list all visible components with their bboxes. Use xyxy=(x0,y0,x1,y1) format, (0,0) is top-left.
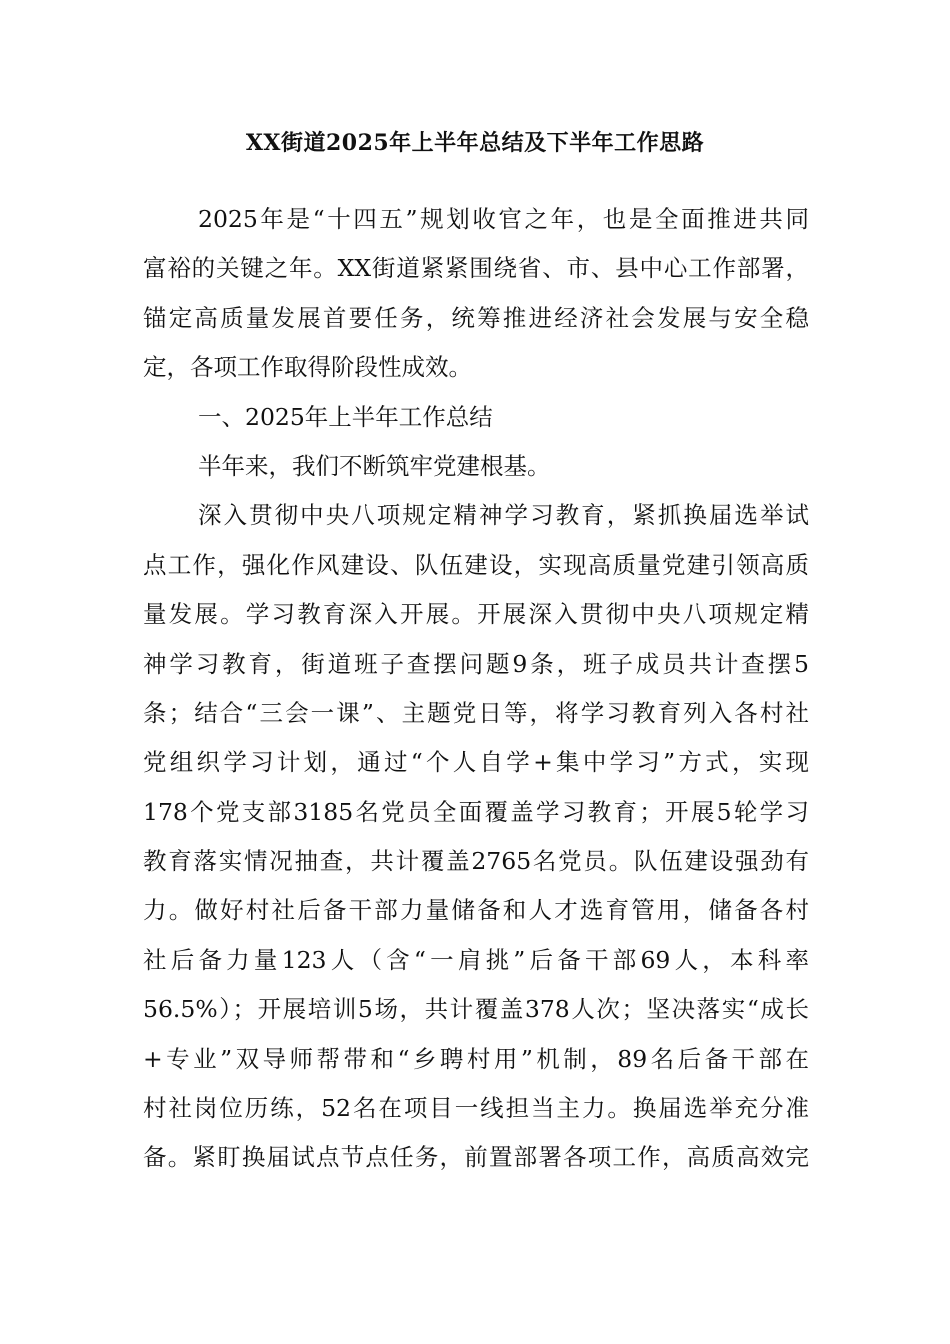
text-line: 56.5%）；开展培训5场，共计覆盖378人次；坚决落实“成长 xyxy=(143,995,809,1024)
text-line: 定，各项工作取得阶段性成效。 xyxy=(143,353,472,382)
section-heading xyxy=(143,393,809,442)
document-body xyxy=(143,195,809,1183)
text-line: 社后备力量123人（含“一肩挑”后备干部69人，本科率 xyxy=(143,945,809,974)
text-line: 2025年是“十四五”规划收官之年，也是全面推进共同 xyxy=(198,205,809,233)
text-line: 富裕的关键之年。XX街道紧紧围绕省、市、县中心工作部署， xyxy=(143,254,809,283)
paragraph-section-body xyxy=(143,491,809,1182)
text-line: 深入贯彻中央八项规定精神学习教育，紧抓换届选举试 xyxy=(198,501,809,530)
text-line: 村社岗位历练，52名在项目一线担当主力。换届选举充分准 xyxy=(143,1094,809,1123)
text-line: 教育落实情况抽查，共计覆盖2765名党员。队伍建设强劲有 xyxy=(143,847,809,876)
paragraph-section-lead xyxy=(143,442,809,491)
text-line: 178个党支部3185名党员全面覆盖学习教育；开展5轮学习 xyxy=(143,797,809,826)
text-line: 量发展。学习教育深入开展。开展深入贯彻中央八项规定精 xyxy=(143,600,809,629)
text-line: 神学习教育，街道班子查摆问题9条，班子成员共计查摆5 xyxy=(143,649,809,678)
text-line: 条；结合“三会一课”、主题党日等，将学习教育列入各村社 xyxy=(143,698,809,727)
document-title: XX街道2025年上半年总结及下半年工作思路 xyxy=(245,130,705,156)
text-line: +专业”双导师帮带和“乡聘村用”机制，89名后备干部在 xyxy=(143,1044,809,1073)
text-line: 点工作，强化作风建设、队伍建设，实现高质量党建引领高质 xyxy=(143,550,809,579)
text-line: 党组织学习计划，通过“个人自学+集中学习”方式，实现 xyxy=(143,748,809,777)
text-line: 力。做好村社后备干部力量储备和人才选育管用，储备各村 xyxy=(143,896,809,925)
text-line: 锚定高质量发展首要任务，统筹推进经济社会发展与安全稳 xyxy=(143,303,809,332)
text-line: 备。紧盯换届试点节点任务，前置部署各项工作，高质高效完 xyxy=(143,1143,809,1172)
paragraph-intro xyxy=(143,195,809,393)
section-heading-text: 一、2025年上半年工作总结 xyxy=(198,402,493,431)
text-line: 半年来，我们不断筑牢党建根基。 xyxy=(198,451,551,480)
